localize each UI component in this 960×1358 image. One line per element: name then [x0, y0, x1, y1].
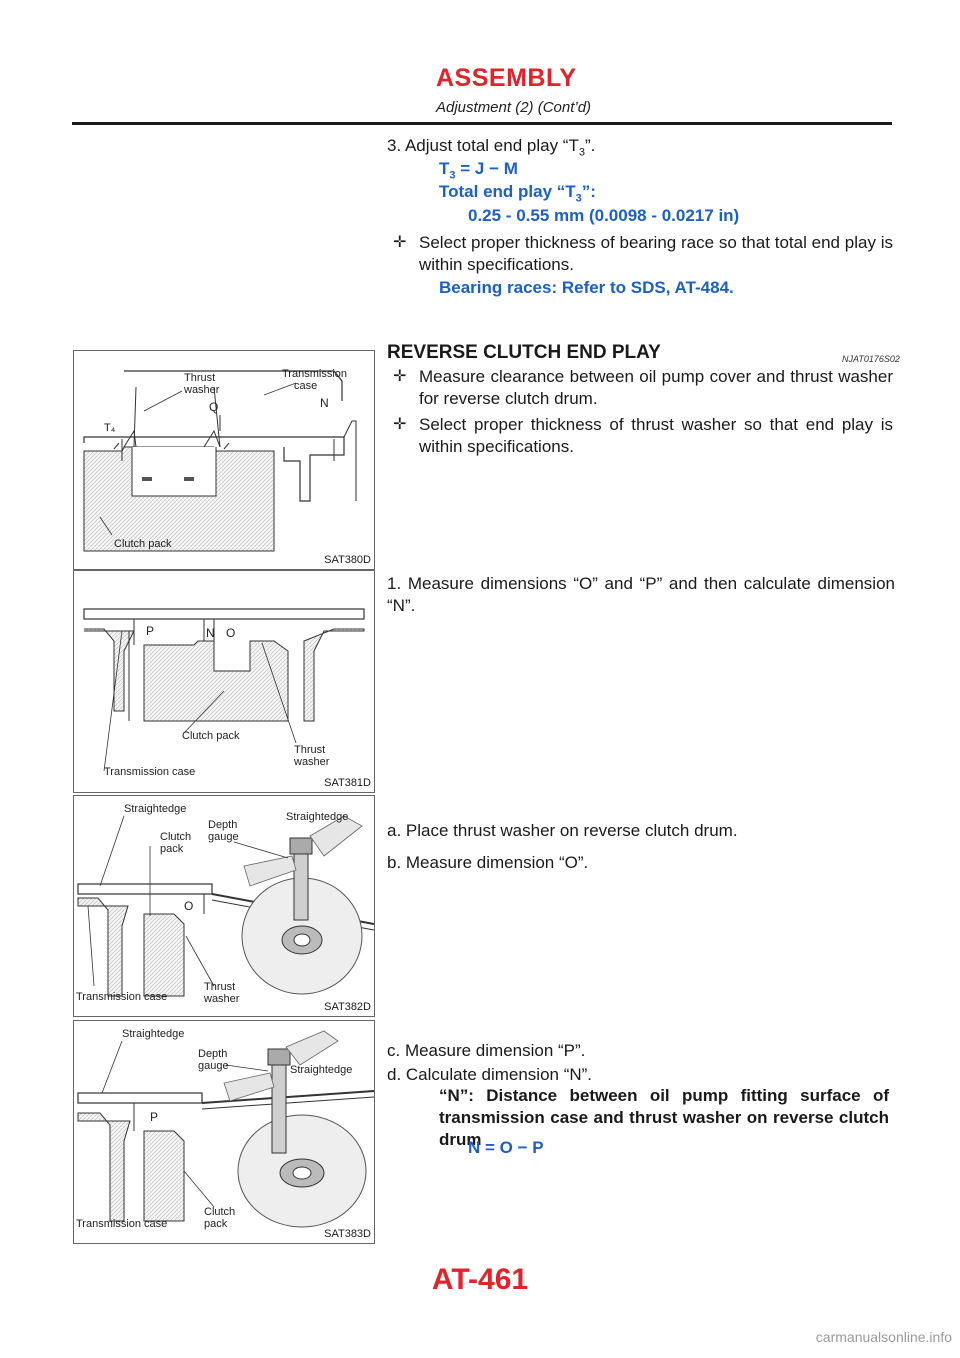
fig1-label-thrust: Thrust: [184, 372, 216, 384]
step-d-text: d. Calculate dimension “N”.: [387, 1065, 593, 1084]
spec-label-end: ”:: [581, 182, 596, 201]
fig4-label-transmission: Transmission case: [76, 1218, 168, 1230]
figure-sat383d-drawing: [74, 1021, 374, 1243]
fig3-label-straightedge-2: Straightedge: [286, 811, 349, 823]
spec-label-subscript: 3: [575, 192, 582, 205]
figure-sat380d-drawing: [74, 351, 374, 569]
formula-t3-symbol: T: [439, 159, 450, 178]
fig4-label-p: P: [150, 1110, 159, 1124]
fig3-label-pack: pack: [160, 843, 184, 855]
fig3-label-transmission: Transmission case: [76, 991, 168, 1003]
step-b-text: b. Measure dimension “O”.: [387, 853, 589, 872]
step-1-text: 1. Measure dimensions “O” and “P” and then calculate dimension “N”.: [387, 574, 895, 615]
fig4-label-straightedge-2: Straightedge: [290, 1064, 353, 1076]
page-subtitle: Adjustment (2) (Cont’d): [436, 99, 592, 116]
figure-sat380d-code: SAT380D: [324, 554, 371, 566]
figure-sat382d-drawing: [74, 796, 374, 1016]
figure-sat383d-code: SAT383D: [324, 1228, 371, 1240]
section-heading: REVERSE CLUTCH END PLAY: [387, 342, 661, 363]
fig1-label-clutch: Clutch pack: [114, 538, 172, 550]
formula-t3-subscript: 3: [449, 169, 456, 182]
figure-sat380d: [73, 350, 375, 570]
fig1-label-q: Q: [209, 400, 219, 414]
fig3-label-washer: washer: [204, 993, 240, 1005]
fig1-label-transmission: Transmission: [282, 368, 347, 380]
section-bullet-1-text: Measure clearance between oil pump cover and thrust washer for reverse clutch drum.: [419, 367, 893, 408]
fig3-label-straightedge-1: Straightedge: [124, 803, 187, 815]
fig4-label-clutch: Clutch: [204, 1206, 236, 1218]
header-rule: [72, 122, 892, 125]
formula-n: N = O − P: [468, 1138, 544, 1157]
step-3-end: ”.: [584, 136, 596, 155]
section-bullet-2-text: Select proper thickness of thrust washer so that end play is within specifications.: [419, 415, 893, 456]
fig2-label-washer: washer: [294, 756, 330, 768]
figure-sat382d: [73, 795, 375, 1017]
fig3-label-gauge: gauge: [208, 831, 239, 843]
step-a-text: a. Place thrust washer on reverse clutch drum.: [387, 821, 738, 840]
fig3-label-thrust: Thrust: [204, 981, 236, 993]
spec-value: 0.25 - 0.55 mm (0.0098 - 0.0217 in): [468, 206, 740, 225]
figure-sat383d: [73, 1020, 375, 1244]
fig2-label-p: P: [146, 624, 155, 638]
bullet-icon: ✛: [393, 368, 407, 385]
fig2-label-n: N: [206, 626, 215, 640]
fig2-label-thrust: Thrust: [294, 744, 326, 756]
fig3-label-clutch: Clutch: [160, 831, 192, 843]
step-3-subscript: 3: [578, 146, 585, 159]
bearing-bullet: [393, 232, 893, 276]
fig2-label-transmission: Transmission case: [104, 766, 196, 778]
page-number: AT-461: [431, 1263, 529, 1296]
fig1-label-t4: T₄: [104, 422, 116, 434]
section-bullet-1: [393, 366, 893, 410]
step-3-label: 3. Adjust total end play “T: [387, 136, 579, 155]
fig4-label-depth: Depth: [198, 1048, 228, 1060]
spec-label-text: Total end play “T: [439, 182, 576, 201]
formula-t3-rhs: = J − M: [455, 159, 518, 178]
section-code: NJAT0176S02: [842, 354, 900, 364]
n-definition: “N”: Distance between oil pump fitting surface of transmission case and thrust washer on reverse clutch drum: [439, 1086, 889, 1149]
figure-sat381d-drawing: [74, 571, 374, 792]
figure-sat381d: [73, 570, 375, 793]
bullet-icon: ✛: [393, 416, 407, 433]
fig3-label-depth: Depth: [208, 819, 238, 831]
figure-sat382d-code: SAT382D: [324, 1001, 371, 1013]
figure-sat381d-code: SAT381D: [324, 777, 371, 789]
bullet-icon: ✛: [393, 234, 407, 251]
fig1-label-n: N: [320, 396, 329, 410]
step-c-text: c. Measure dimension “P”.: [387, 1041, 586, 1060]
fig4-label-gauge: gauge: [198, 1060, 229, 1072]
bearing-ref: Bearing races: Refer to SDS, AT-484.: [439, 278, 734, 297]
fig3-label-o: O: [184, 899, 194, 913]
bearing-bullet-text: Select proper thickness of bearing race so that total end play is within specifications.: [419, 233, 893, 274]
fig4-label-pack: pack: [204, 1218, 228, 1230]
fig2-label-clutch: Clutch pack: [182, 730, 240, 742]
section-bullet-2: [393, 414, 893, 458]
fig1-label-case: case: [294, 380, 318, 392]
fig1-label-washer: washer: [184, 384, 220, 396]
page-title: ASSEMBLY: [436, 64, 577, 92]
fig2-label-o: O: [226, 626, 236, 640]
watermark[interactable]: carmanualsonline.info: [815, 1329, 952, 1345]
fig4-label-straightedge-1: Straightedge: [122, 1028, 185, 1040]
